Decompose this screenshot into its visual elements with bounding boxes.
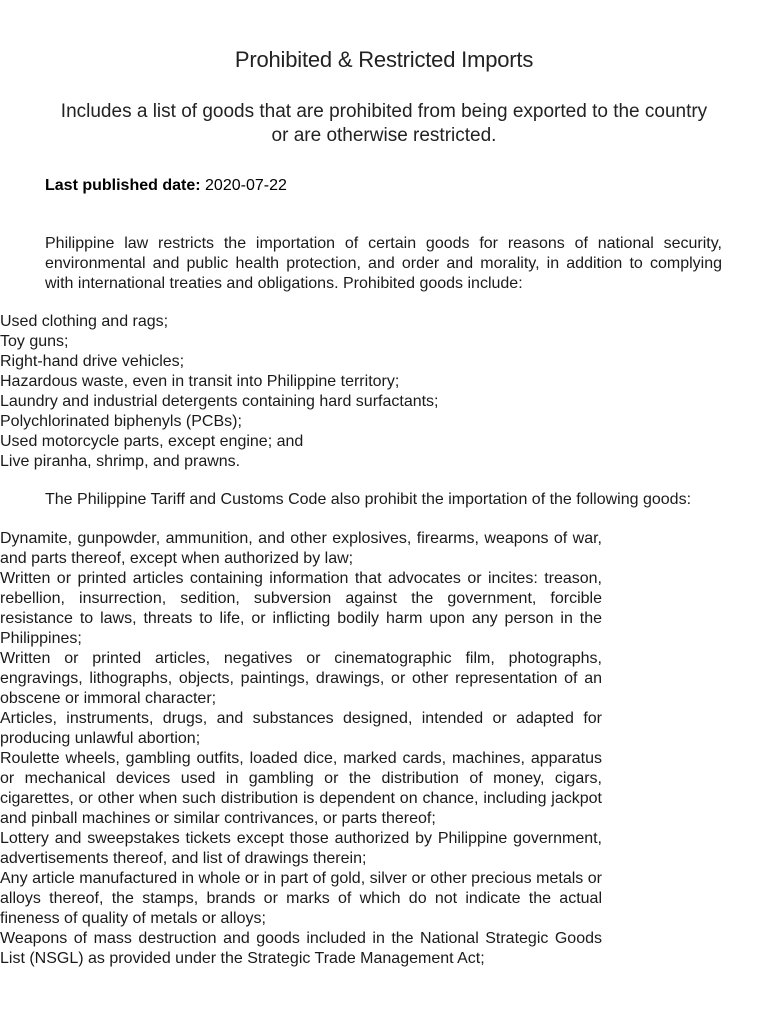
list-item	[0, 749, 602, 829]
list-item-text: Weapons of mass destruction and goods included in the National Strategic Goods List (NSGL) as provided under the Strategic Trade Management Act;	[0, 930, 602, 967]
list-item-text: Live piranha, shrimp, and prawns.	[0, 453, 241, 470]
list-item-text: Lottery and sweepstakes tickets except those authorized by Philippine government, advertisements thereof, and list of drawings therein;	[0, 830, 602, 867]
customs-paragraph: The Philippine Tariff and Customs Code also prohibit the importation of the following goods:	[45, 491, 692, 508]
published-date-label: Last published date:	[45, 177, 201, 194]
list-item	[0, 649, 602, 709]
list-item	[0, 332, 600, 352]
list-item-text: Right-hand drive vehicles;	[0, 353, 185, 370]
list-item	[0, 412, 600, 432]
list-item	[0, 352, 600, 372]
document-title: Prohibited & Restricted Imports	[234, 47, 534, 72]
intro-paragraph: Philippine law restricts the importation of certain goods for reasons of national security, environmental and public health protection, and order and morality, in addition to complying with international treaties and obligations. Prohibited goods include:	[45, 235, 722, 292]
list-item	[0, 312, 600, 332]
list-item	[0, 392, 600, 412]
customs-goods-list	[0, 529, 602, 969]
list-item-text: Polychlorinated biphenyls (PCBs);	[0, 413, 242, 430]
list-item-text: Used motorcycle parts, except engine; and	[0, 433, 304, 450]
list-item-text: Written or printed articles, negatives or cinematographic film, photographs, engravings, lithographs, objects, paintings, drawings, or other representation of an obscene or immoral character;	[0, 650, 602, 707]
list-item-text: Articles, instruments, drugs, and substances designed, intended or adapted for producing unlawful abortion;	[0, 710, 602, 747]
list-item	[0, 529, 602, 569]
prohibited-goods-list	[0, 312, 600, 472]
published-date-value: 2020-07-22	[200, 177, 287, 194]
published-date-line	[45, 176, 287, 196]
list-item	[0, 452, 600, 472]
list-item-text: Laundry and industrial detergents containing hard surfactants;	[0, 393, 439, 410]
list-item-text: Dynamite, gunpowder, ammunition, and other explosives, firearms, weapons of war, and parts thereof, except when authorized by law;	[0, 530, 602, 567]
list-item-text: Roulette wheels, gambling outfits, loaded dice, marked cards, machines, apparatus or mechanical devices used in gambling or the distribution of money, cigars, cigarettes, or other when such distribution is dependent on chance, including jackpot and pinball machines or similar contrivances, or parts thereof;	[0, 750, 602, 827]
list-item	[0, 569, 602, 649]
list-item	[0, 869, 602, 929]
list-item-text: Toy guns;	[0, 333, 69, 350]
list-item	[0, 372, 600, 392]
document-subtitle: Includes a list of goods that are prohibited from being exported to the country or are otherwise restricted.	[60, 101, 708, 146]
list-item-text: Written or printed articles containing information that advocates or incites: treason, rebellion, insurrection, sedition, subversion against the government, forcible resistance to laws, threats to life, or inflicting bodily harm upon any person in the Philippines;	[0, 570, 602, 647]
list-item	[0, 929, 602, 969]
list-item	[0, 829, 602, 869]
list-item-text: Hazardous waste, even in transit into Philippine territory;	[0, 373, 400, 390]
list-item	[0, 709, 602, 749]
list-item-text: Used clothing and rags;	[0, 313, 169, 330]
list-item	[0, 432, 600, 452]
list-item-text: Any article manufactured in whole or in part of gold, silver or other precious metals or alloys thereof, the stamps, brands or marks of which do not indicate the actual fineness of quality of metals or alloys;	[0, 870, 602, 927]
